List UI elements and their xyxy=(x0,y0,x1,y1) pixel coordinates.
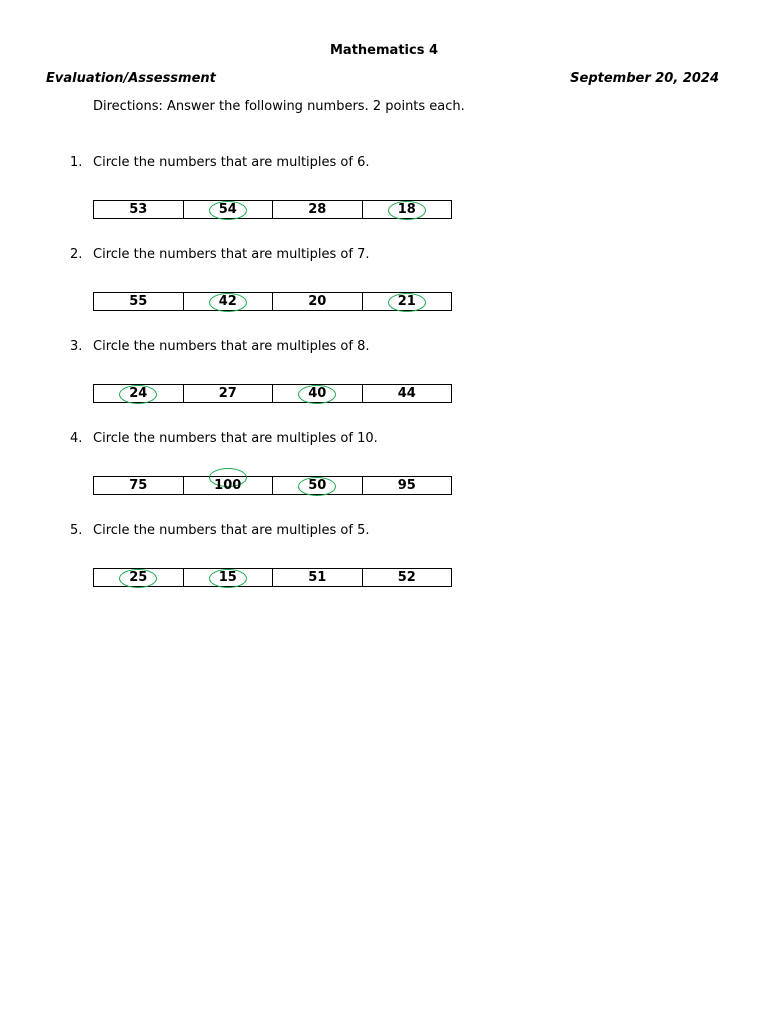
choice-cell[interactable] xyxy=(273,569,363,586)
choice-cell[interactable] xyxy=(94,569,184,586)
question-number: 4. xyxy=(70,431,83,446)
choice-value: 75 xyxy=(129,477,148,493)
choice-value: 95 xyxy=(397,477,416,493)
choice-row xyxy=(93,200,452,219)
choice-value: 24 xyxy=(129,385,148,401)
question-text: Circle the numbers that are multiples of 8. xyxy=(93,339,370,354)
choice-row xyxy=(93,568,452,587)
document-title: Mathematics 4 xyxy=(330,43,438,58)
choice-value: 100 xyxy=(214,477,242,493)
choice-cell[interactable] xyxy=(94,385,184,402)
choice-row xyxy=(93,292,452,311)
choice-value: 54 xyxy=(218,201,237,217)
choice-row xyxy=(93,476,452,495)
choice-cell[interactable] xyxy=(184,293,274,310)
question-text: Circle the numbers that are multiples of 7. xyxy=(93,247,370,262)
choice-cell[interactable] xyxy=(184,201,274,218)
question-text: Circle the numbers that are multiples of 10. xyxy=(93,431,378,446)
directions-text: Directions: Answer the following numbers. 2 points each. xyxy=(93,99,465,114)
choice-cell[interactable] xyxy=(363,201,452,218)
choice-cell[interactable] xyxy=(273,385,363,402)
question-number: 3. xyxy=(70,339,83,354)
choice-value: 53 xyxy=(129,201,148,217)
choice-value: 51 xyxy=(308,569,327,585)
choice-value: 25 xyxy=(129,569,148,585)
question-number: 2. xyxy=(70,247,83,262)
assessment-label: Evaluation/Assessment xyxy=(46,71,216,86)
choice-row xyxy=(93,384,452,403)
choice-value: 52 xyxy=(397,569,416,585)
choice-cell[interactable] xyxy=(94,201,184,218)
choice-value: 21 xyxy=(397,293,416,309)
choice-cell[interactable] xyxy=(363,477,452,494)
choice-cell[interactable] xyxy=(273,293,363,310)
choice-cell[interactable] xyxy=(184,569,274,586)
choice-cell[interactable] xyxy=(363,293,452,310)
choice-value: 55 xyxy=(129,293,148,309)
choice-value: 50 xyxy=(308,477,327,493)
choice-cell[interactable] xyxy=(184,385,274,402)
choice-cell[interactable] xyxy=(273,201,363,218)
choice-value: 18 xyxy=(397,201,416,217)
choice-value: 20 xyxy=(308,293,327,309)
choice-cell[interactable] xyxy=(273,477,363,494)
question-number: 1. xyxy=(70,155,83,170)
choice-cell[interactable] xyxy=(184,477,274,494)
question-number: 5. xyxy=(70,523,83,538)
choice-cell[interactable] xyxy=(363,569,452,586)
assessment-date: September 20, 2024 xyxy=(570,71,719,86)
choice-value: 40 xyxy=(308,385,327,401)
choice-value: 27 xyxy=(218,385,237,401)
question-text: Circle the numbers that are multiples of 5. xyxy=(93,523,370,538)
choice-cell[interactable] xyxy=(363,385,452,402)
choice-value: 15 xyxy=(218,569,237,585)
choice-value: 44 xyxy=(397,385,416,401)
choice-cell[interactable] xyxy=(94,293,184,310)
choice-value: 28 xyxy=(308,201,327,217)
choice-value: 42 xyxy=(218,293,237,309)
choice-cell[interactable] xyxy=(94,477,184,494)
question-text: Circle the numbers that are multiples of 6. xyxy=(93,155,370,170)
